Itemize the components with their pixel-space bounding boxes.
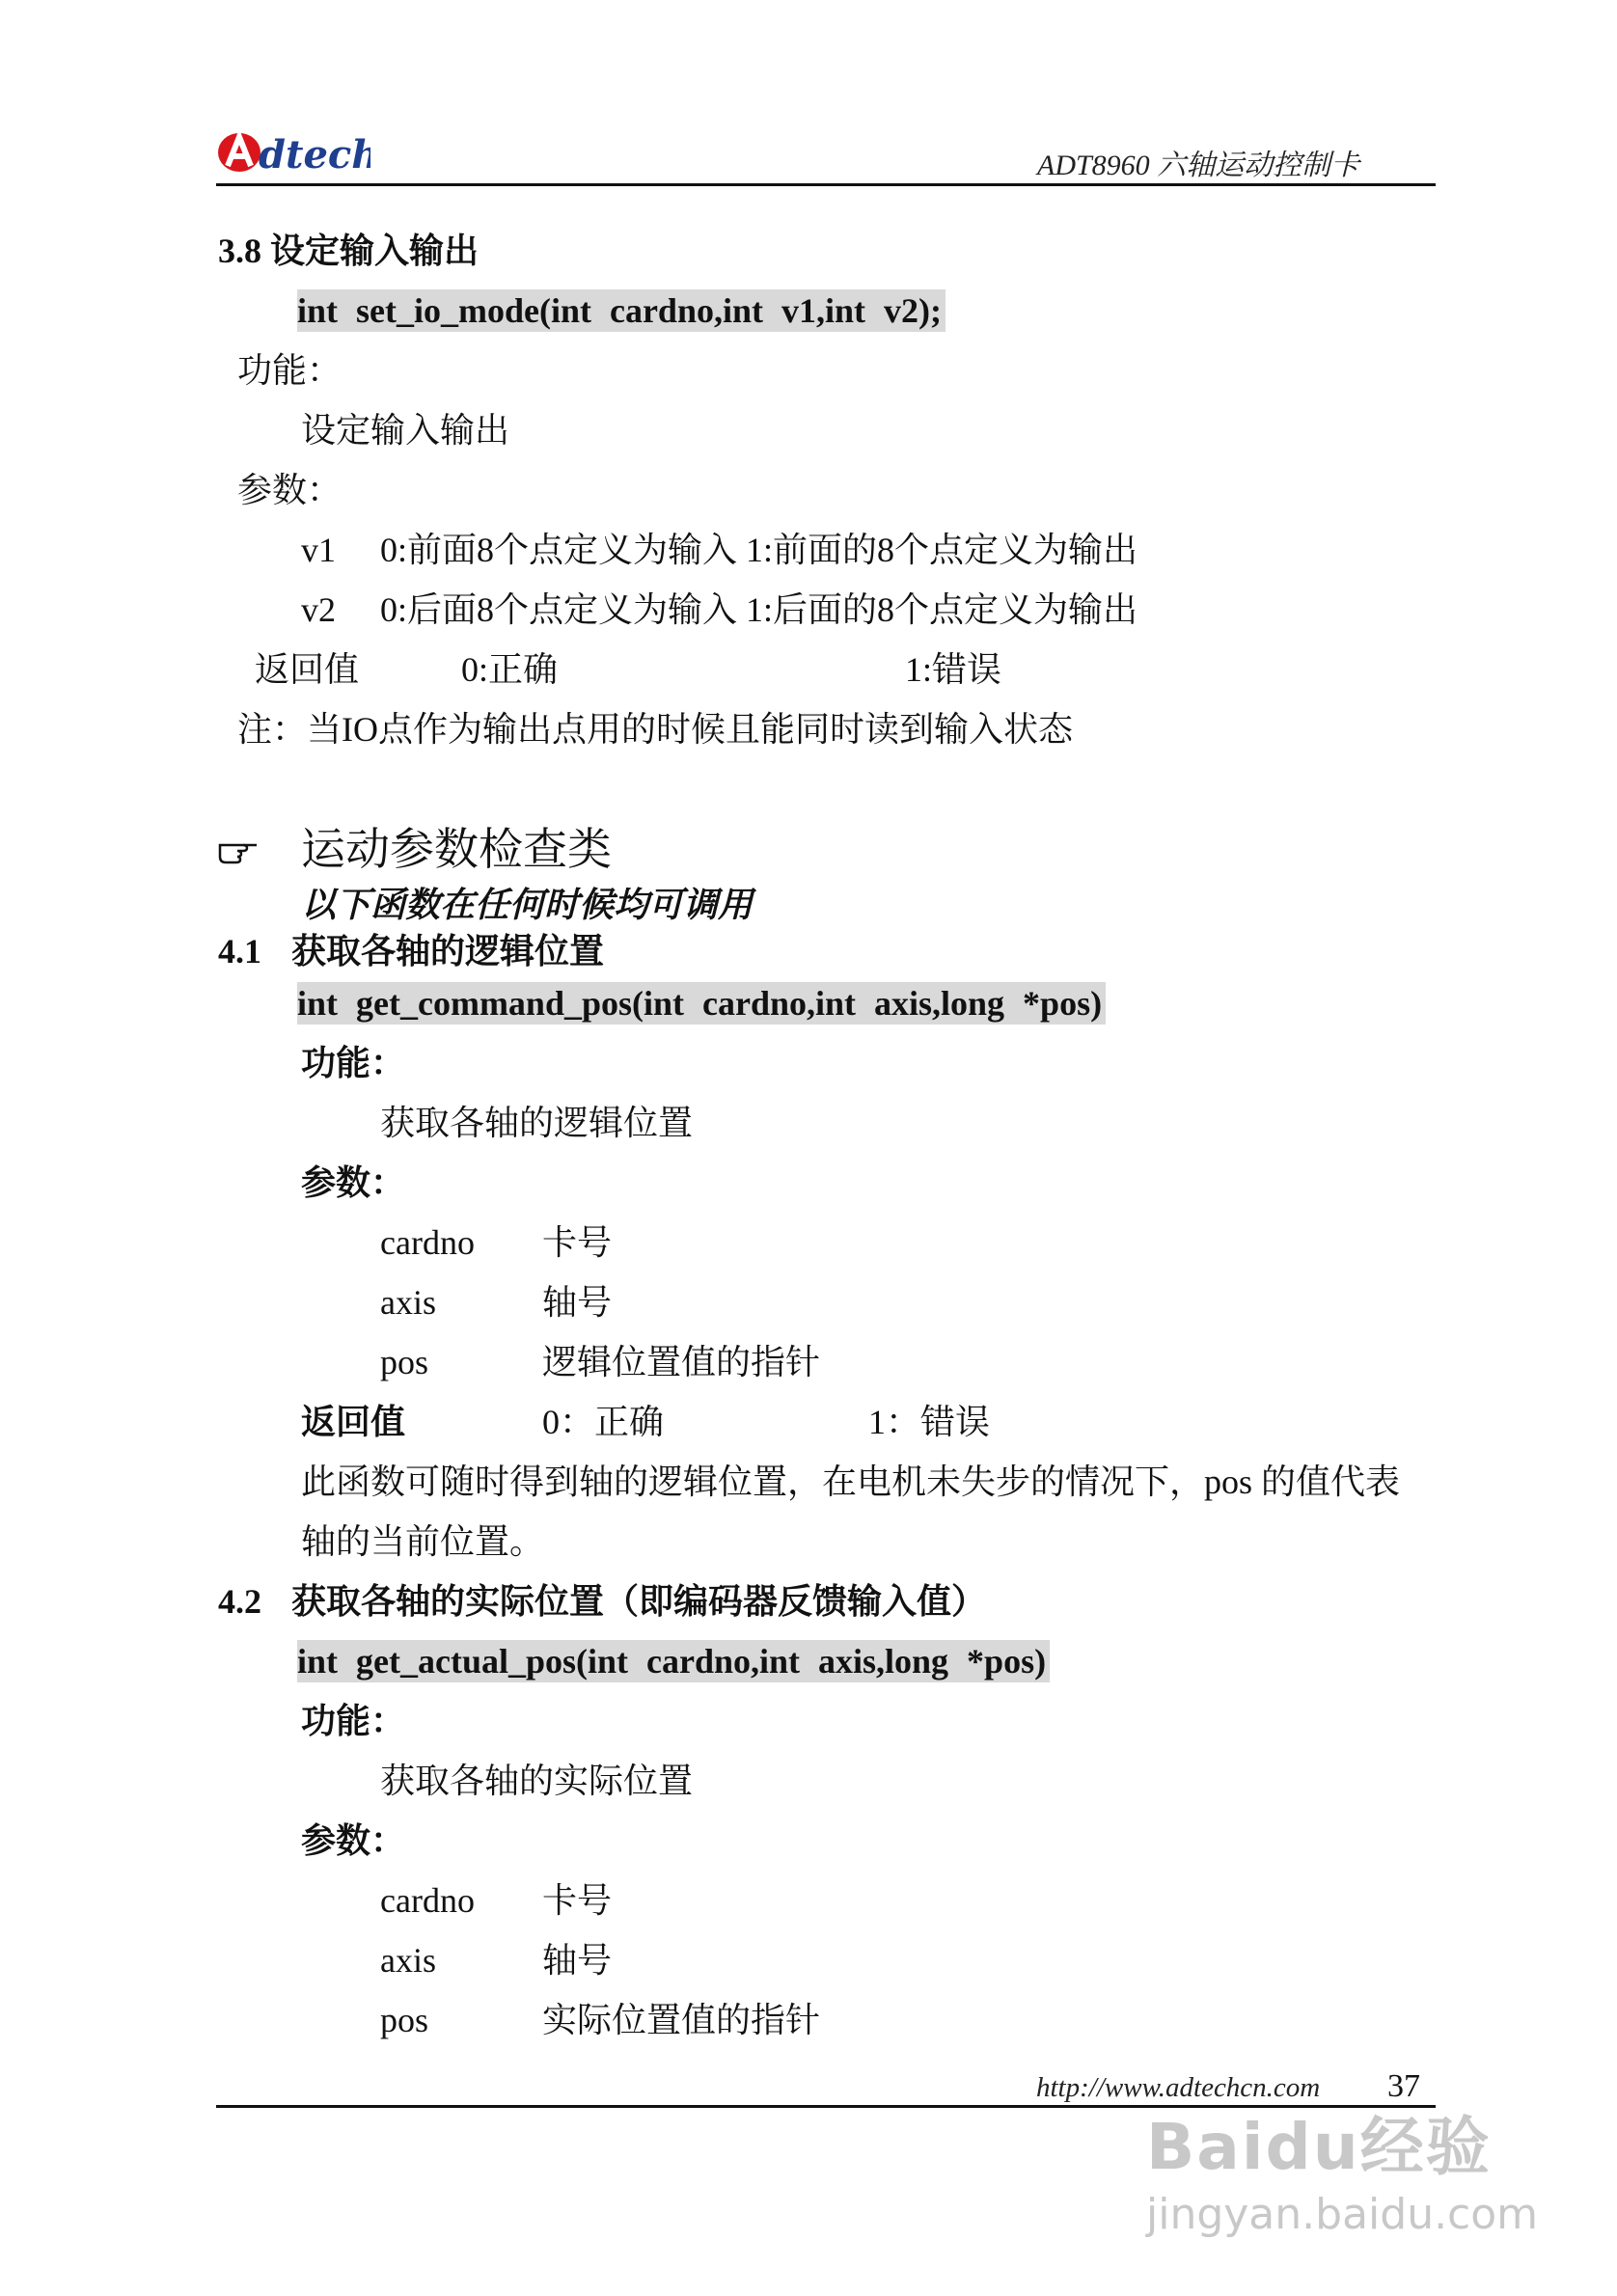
header-rule (216, 183, 1436, 186)
pointing-hand-icon (218, 835, 260, 871)
return-error: 1：错误 (868, 1403, 991, 1441)
func-desc: 获取各轴的逻辑位置 (380, 1104, 694, 1142)
func-label: 功能： (301, 1702, 406, 1740)
svg-text:dtech: dtech (259, 132, 370, 178)
param-desc: 0:后面8个点定义为输入 1:后面的8个点定义为输出 (380, 590, 1138, 629)
param-desc: 卡号 (542, 1223, 613, 1262)
param-desc: 逻辑位置值的指针 (542, 1343, 821, 1381)
param-name: v1 (301, 531, 336, 569)
param-desc: 实际位置值的指针 (542, 2001, 821, 2039)
footer-rule (216, 2105, 1436, 2108)
param-name: v2 (301, 590, 336, 629)
func-label: 功能： (301, 1044, 406, 1082)
return-ok: 0：正确 (542, 1403, 665, 1441)
func-label: 功能： (237, 351, 343, 390)
param-desc: 0:前面8个点定义为输入 1:前面的8个点定义为输出 (380, 531, 1138, 569)
page-number: 37 (1387, 2068, 1420, 2104)
param-name: pos (380, 2001, 429, 2039)
baidu-watermark-brand: Baidu经验 (1146, 2110, 1492, 2184)
footer-url[interactable]: http://www.adtechcn.com (1036, 2072, 1321, 2103)
chapter-title: 运动参数检查类 (301, 823, 612, 875)
func-desc: 获取各轴的实际位置 (380, 1762, 694, 1800)
note: 注：当IO点作为输出点用的时候且能同时读到输入状态 (237, 710, 1073, 749)
param-name: cardno (380, 1223, 475, 1262)
return-label: 返回值 (301, 1403, 406, 1441)
param-name: cardno (380, 1881, 475, 1920)
description-line: 此函数可随时得到轴的逻辑位置，在电机未失步的情况下，pos 的值代表 (301, 1462, 1401, 1501)
chapter-subtitle: 以下函数在任何时候均可调用 (301, 886, 754, 924)
baidu-watermark-url: jingyan.baidu.com (1146, 2190, 1539, 2239)
description-line: 轴的当前位置。 (301, 1522, 545, 1561)
param-desc: 轴号 (542, 1283, 613, 1322)
param-name: axis (380, 1283, 436, 1322)
function-signature-get-command-pos: int get_command_pos(int cardno,int axis,long *pos) (297, 982, 1106, 1025)
param-name: axis (380, 1941, 436, 1980)
param-label: 参数： (301, 1163, 406, 1202)
section-heading-3-8: 3.8 设定输入输出 (218, 232, 480, 270)
return-label: 返回值 (255, 650, 360, 689)
return-error: 1:错误 (905, 650, 1002, 689)
function-signature-get-actual-pos: int get_actual_pos(int cardno,int axis,long *pos) (297, 1640, 1050, 1682)
section-heading-4-1: 4.1 获取各轴的逻辑位置 (218, 932, 605, 970)
param-label: 参数： (237, 471, 343, 509)
doc-title: ADT8960 六轴运动控制卡 (1037, 150, 1360, 181)
param-label: 参数： (301, 1821, 406, 1860)
param-desc: 卡号 (542, 1881, 613, 1920)
func-desc: 设定输入输出 (301, 411, 510, 450)
return-ok: 0:正确 (461, 650, 559, 689)
section-heading-4-2: 4.2 获取各轴的实际位置（即编码器反馈输入值） (218, 1582, 987, 1621)
function-signature-set-io-mode: int set_io_mode(int cardno,int v1,int v2); (297, 289, 946, 332)
pointing-hand-icon-graphic (218, 835, 260, 866)
param-desc: 轴号 (542, 1941, 613, 1980)
adtech-logo-graphic (216, 123, 370, 178)
company-logo (216, 123, 370, 178)
param-name: pos (380, 1343, 429, 1381)
